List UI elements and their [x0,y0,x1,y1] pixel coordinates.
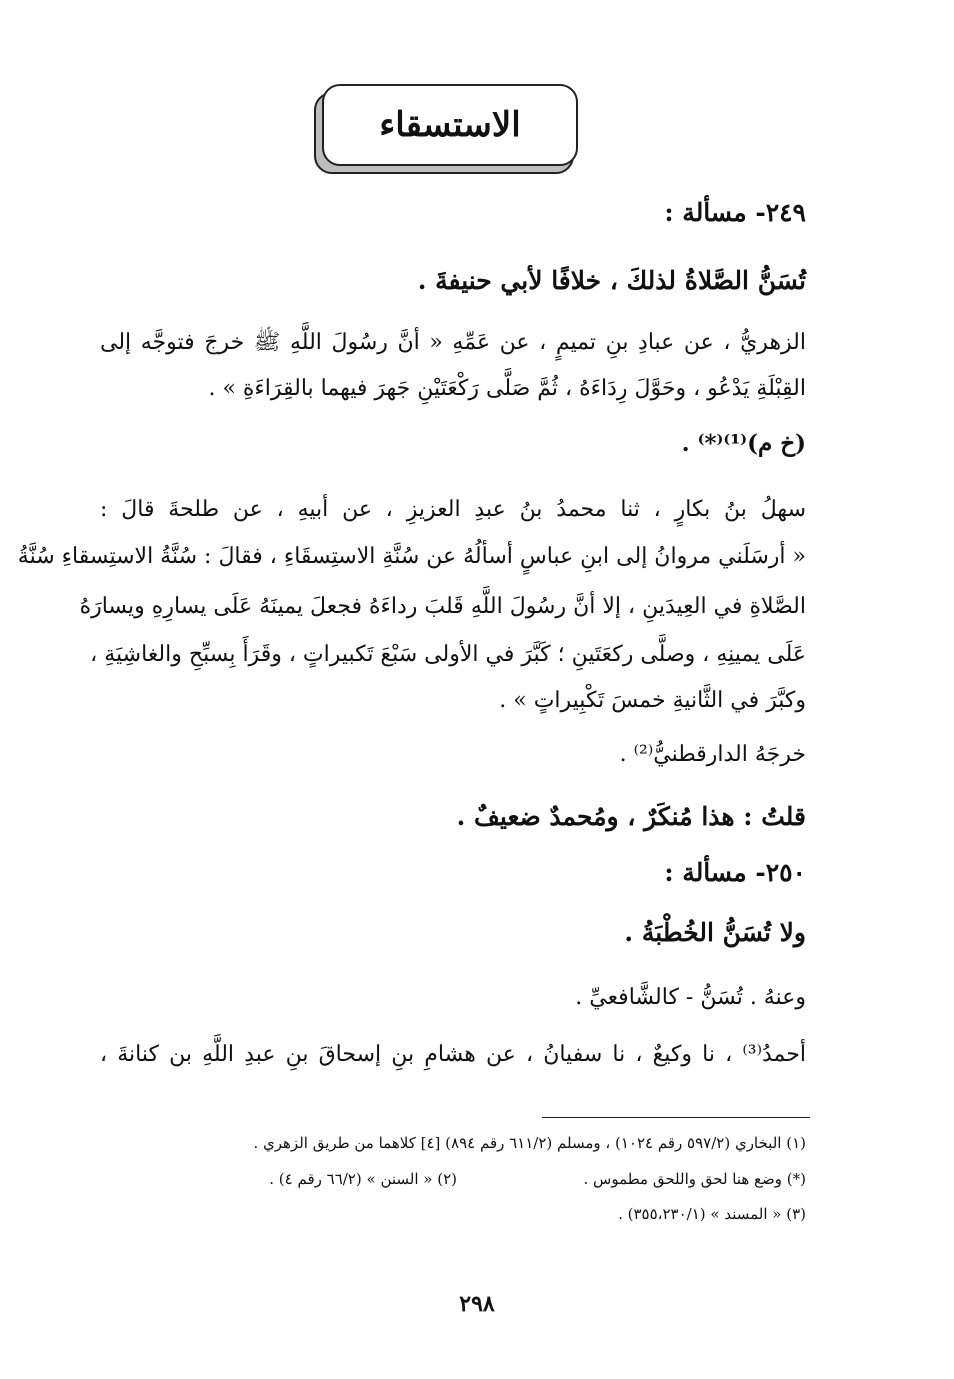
footnote-2: (٢) « السنن » (٦٦/٢ رقم ٤) . [269,1170,457,1188]
author-comment: قلتُ : هذا مُنكَرٌ ، ومُحمدٌ ضعيفٌ . [456,802,806,831]
hadith-sahl-line-2: « أرسَلَني مروانُ إلى ابنِ عباسٍ أسألُهُ عن سُنَّةِ الاستِسقَاءِ ، فقالَ : سُنَّةُ الاستِسقاءِ سُنَّةُ [17,544,806,569]
hadith-ahmad-line-1: أحمدُ⁽³⁾ ، نا وكيعٌ ، نا سفيانُ ، عن هشامِ بنِ إسحاقَ بنِ عبدِ اللَّهِ بن كنانةَ ، [100,1042,806,1067]
ruling-250: ولا تُسَنُّ الخُطْبَةُ . [624,918,806,947]
footnote-star: (*) وضع هنا لحق واللحق مطموس . [583,1170,806,1188]
footnote-3: (٣) « المسند » (٣٥٥،٢٣٠/١) . [618,1205,806,1223]
chapter-title-frame [314,84,576,170]
hadith-zuhri-line-2: القِبْلَةِ يَدْعُو ، وحَوَّلَ رِدَاءَهُ ، ثُمَّ صَلَّى رَكْعَتَيْنِ جَهرَ فيهما بالقِرَاءَةِ » . [208,376,806,401]
hadith-sahl-line-3: الصَّلاةِ في العِيدَينِ ، إلا أنَّ رسُولَ اللَّهِ قَلبَ رداءَهُ فجعلَ يمينَهُ عَلَى يسارِهِ ويسارَهُ [79,594,806,619]
takhrij-daraqutni: خرجَهُ الدارقطنيُّ⁽²⁾ . [619,742,806,767]
footnote-1: (١) البخاري (٥٩٧/٢ رقم ١٠٢٤) ، ومسلم (٦١١/٢ رقم ٨٩٤) [٤] كلاهما من طريق الزهري . [253,1134,806,1152]
hadith-sahl-line-4: عَلَى يمينِهِ ، وصلَّى ركعَتَينِ ؛ كَبَّرَ في الأولى سَبْعَ تَكبيراتٍ ، وقَرَأَ بِسبِّحِ والغاشِيَةِ ، [90,642,806,667]
footnote-separator [542,1117,810,1118]
alternate-opinion: وعنهُ . تُسَنُّ - كالشَّافعيِّ . [575,985,806,1010]
page-number: ٢٩٨ [459,1291,495,1317]
hadith-sahl-line-5: وكبَّرَ في الثَّانيةِ خمسَ تَكْبِيراتٍ » . [499,688,806,713]
source-reference-khm: (خ م)⁽¹⁾⁽*⁾ . [681,430,806,457]
issue-heading-249: ٢٤٩- مسألة : [664,198,806,227]
issue-heading-250: ٢٥٠- مسألة : [664,858,806,887]
ruling-249: تُسَنُّ الصَّلاةُ لذلكَ ، خلافًا لأبي حنيفةَ . [417,266,806,295]
hadith-sahl-line-1: سهلُ بنُ بكارٍ ، ثنا محمدُ بنُ عبدِ العزيزِ ، عن أبيهِ ، عن طلحةَ قالَ : [100,497,806,522]
hadith-zuhri-line-1: الزهريُّ ، عن عبادِ بنِ تميمٍ ، عن عَمِّهِ « أنَّ رسُولَ اللَّهِ ﷺ خرجَ فتوجَّه إلى [100,330,806,355]
chapter-title: الاستسقاء [322,84,578,166]
